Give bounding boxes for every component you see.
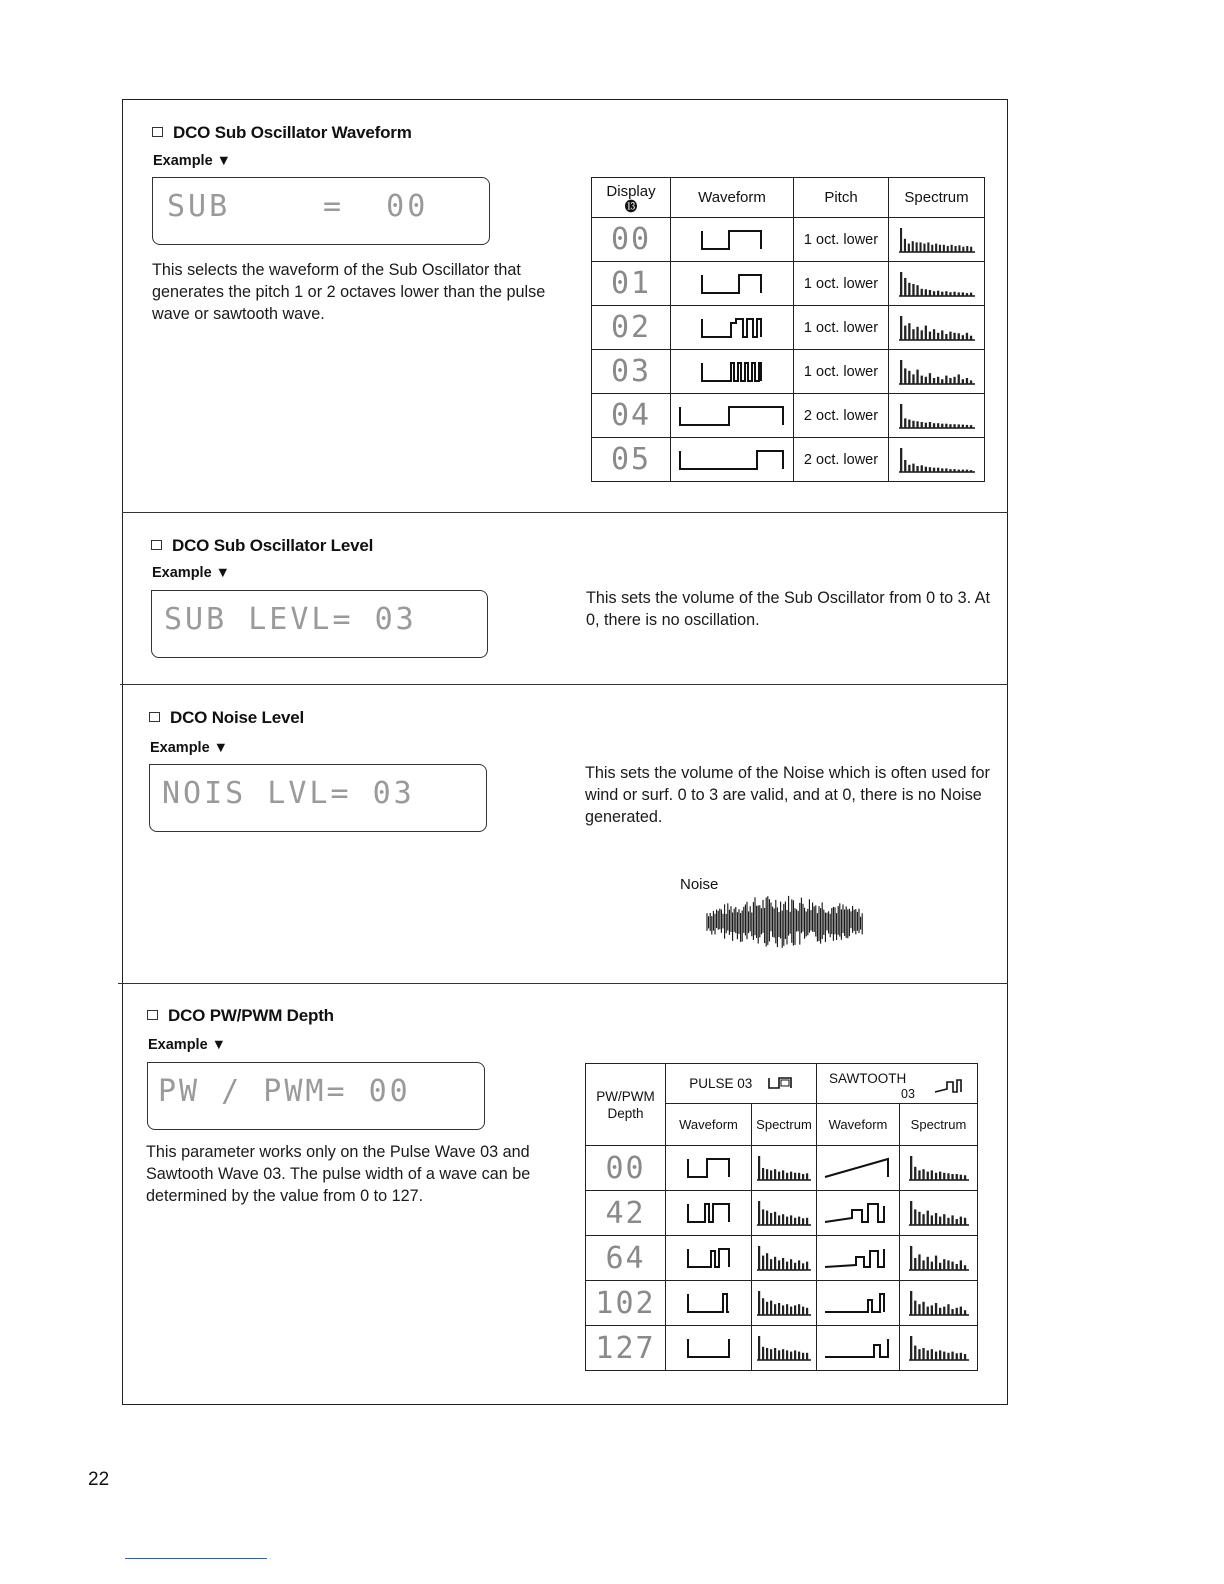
pitch-value: 2 oct. lower — [794, 438, 889, 482]
pitch-value: 1 oct. lower — [794, 218, 889, 262]
section-divider — [122, 512, 1008, 513]
example-label: Example ▼ — [153, 153, 232, 169]
lcd-text-right: = 00 — [323, 189, 429, 224]
spectrum-icon — [755, 1333, 813, 1363]
lcd-display — [151, 590, 488, 658]
sub-waveform-description: This selects the waveform of the Sub Oscillator that generates the pitch 1 or 2 octaves lower than the pulse wave or sawtooth wave. — [152, 261, 546, 323]
col-header-pulse-waveform: Waveform — [666, 1104, 752, 1146]
pulse-spectrum-cell — [752, 1326, 817, 1371]
pulse-waveform-cell — [666, 1146, 752, 1191]
heading-text: DCO PW/PWM Depth — [168, 1006, 334, 1025]
col-header-spectrum: Spectrum — [889, 178, 985, 218]
checkbox-icon — [147, 1010, 158, 1020]
double-pulse-wave-icon — [699, 315, 765, 341]
waveform-cell — [671, 306, 794, 350]
table-row — [592, 350, 985, 394]
pulse-waveform-cell — [666, 1281, 752, 1326]
display-value: 03 — [592, 350, 671, 394]
waveform-cell — [671, 350, 794, 394]
display-value: 02 — [592, 306, 671, 350]
table-row — [586, 1281, 978, 1326]
display-value: 04 — [592, 394, 671, 438]
spectrum-icon — [907, 1333, 971, 1363]
spectrum-icon — [755, 1153, 813, 1183]
heading-text: DCO Sub Oscillator Waveform — [173, 123, 412, 142]
pitch-value: 1 oct. lower — [794, 306, 889, 350]
pulse-03-icon — [767, 1075, 793, 1091]
lcd-display — [149, 764, 487, 832]
spectrum-icon — [907, 1288, 971, 1318]
lcd-text-left: SUB — [167, 189, 231, 224]
square-wave-2oct-icon — [677, 403, 787, 429]
spectrum-icon — [755, 1288, 813, 1318]
waveform-cell — [671, 262, 794, 306]
col-header-saw-waveform: Waveform — [817, 1104, 900, 1146]
depth-value: 102 — [586, 1281, 666, 1326]
waveform-cell — [671, 438, 794, 482]
pulse-wave-icon — [699, 271, 765, 297]
col-header-pulse — [666, 1064, 817, 1104]
spectrum-cell — [889, 438, 985, 482]
pitch-value: 2 oct. lower — [794, 394, 889, 438]
sawtooth-wave-icon — [822, 1245, 894, 1271]
checkbox-icon — [151, 540, 162, 550]
table-row — [592, 394, 985, 438]
spectrum-icon — [897, 357, 977, 387]
pulse-wave-icon — [685, 1290, 733, 1316]
table-row — [592, 218, 985, 262]
pulse-spectrum-cell — [752, 1281, 817, 1326]
saw-spectrum-cell — [900, 1191, 978, 1236]
spectrum-cell — [889, 306, 985, 350]
pulse-spectrum-cell — [752, 1191, 817, 1236]
spectrum-icon — [897, 225, 977, 255]
heading-pw-depth — [147, 1006, 334, 1026]
sub-waveform-table — [591, 177, 985, 482]
saw-waveform-cell — [817, 1146, 900, 1191]
sawtooth-wave-icon — [822, 1200, 894, 1226]
display-value: 05 — [592, 438, 671, 482]
heading-sub-waveform — [152, 123, 412, 143]
pulse-wave-icon — [685, 1155, 733, 1181]
heading-text: DCO Noise Level — [170, 708, 304, 727]
pulse-waveform-cell — [666, 1236, 752, 1281]
spectrum-icon — [755, 1243, 813, 1273]
pw-depth-description: This parameter works only on the Pulse Wave 03 and Sawtooth Wave 03. The pulse width of a wave can be determined by the value from 0 to 127. — [146, 1143, 531, 1205]
display-value: 01 — [592, 262, 671, 306]
pulse-wave-icon — [685, 1335, 733, 1361]
saw-waveform-cell — [817, 1236, 900, 1281]
depth-value: 00 — [586, 1146, 666, 1191]
table-row — [592, 438, 985, 482]
page-number: 22 — [88, 1469, 110, 1490]
checkbox-icon — [152, 127, 163, 137]
footer-line — [125, 1558, 267, 1559]
spectrum-icon — [755, 1198, 813, 1228]
sawtooth-wave-icon — [822, 1335, 894, 1361]
waveform-cell — [671, 218, 794, 262]
sawtooth-sub-text: 03 — [901, 1086, 915, 1101]
spectrum-icon — [907, 1243, 971, 1273]
spectrum-icon — [907, 1198, 971, 1228]
pw-depth-table — [585, 1063, 978, 1371]
display-header-text: Display — [606, 182, 656, 200]
sawtooth-header-text: SAWTOOTH — [829, 1070, 907, 1086]
checkbox-icon — [149, 712, 160, 722]
pulse-wave-2oct-icon — [677, 447, 787, 473]
noise-waveform-icon — [705, 890, 865, 954]
col-header-pitch: Pitch — [794, 178, 889, 218]
saw-waveform-cell — [817, 1326, 900, 1371]
pitch-value: 1 oct. lower — [794, 350, 889, 394]
lcd-display — [152, 177, 490, 245]
waveform-cell — [671, 394, 794, 438]
table-row — [586, 1326, 978, 1371]
noise-figure-label: Noise — [680, 876, 719, 893]
sub-level-description: This sets the volume of the Sub Oscillator from 0 to 3. At 0, there is no oscillation. — [586, 589, 990, 629]
depth-value: 127 — [586, 1326, 666, 1371]
table-row — [592, 262, 985, 306]
spectrum-icon — [897, 445, 977, 475]
saw-waveform-cell — [817, 1191, 900, 1236]
pulse-spectrum-cell — [752, 1146, 817, 1191]
saw-waveform-cell — [817, 1281, 900, 1326]
noise-level-description: This sets the volume of the Noise which is often used for wind or surf. 0 to 3 are valid, and at 0, there is no Noise generated. — [585, 764, 990, 826]
square-wave-icon — [699, 227, 765, 253]
table-row — [586, 1236, 978, 1281]
lcd-display — [147, 1062, 485, 1130]
heading-noise-level — [149, 708, 304, 728]
depth-value: 42 — [586, 1191, 666, 1236]
sawtooth-wave-icon — [822, 1290, 894, 1316]
example-label: Example ▼ — [148, 1037, 227, 1053]
spectrum-icon — [897, 313, 977, 343]
saw-spectrum-cell — [900, 1326, 978, 1371]
depth-value: 64 — [586, 1236, 666, 1281]
heading-text: DCO Sub Oscillator Level — [172, 536, 374, 555]
table-row — [586, 1146, 978, 1191]
spectrum-icon — [907, 1153, 971, 1183]
col-header-saw-spectrum: Spectrum — [900, 1104, 978, 1146]
depth-header-text: PW/PWM Depth — [596, 1088, 655, 1121]
section-divider — [120, 684, 1008, 685]
pulse-waveform-cell — [666, 1326, 752, 1371]
saw-spectrum-cell — [900, 1281, 978, 1326]
pulse-wave-icon — [685, 1200, 733, 1226]
section-divider — [118, 983, 1008, 984]
pulse-header-text: PULSE 03 — [689, 1075, 753, 1091]
example-label: Example ▼ — [150, 740, 229, 756]
saw-spectrum-cell — [900, 1146, 978, 1191]
example-label: Example ▼ — [152, 565, 231, 581]
sawtooth-03-icon — [933, 1077, 963, 1095]
display-value: 00 — [592, 218, 671, 262]
heading-sub-level — [151, 536, 373, 556]
sawtooth-wave-icon — [822, 1155, 894, 1181]
lcd-text: NOIS LVL= 03 — [162, 776, 415, 811]
col-header-pulse-spectrum: Spectrum — [752, 1104, 817, 1146]
spectrum-cell — [889, 394, 985, 438]
spectrum-cell — [889, 262, 985, 306]
multi-pulse-wave-icon — [699, 359, 765, 385]
table-row — [592, 306, 985, 350]
col-header-display — [592, 178, 671, 218]
pulse-wave-icon — [685, 1245, 733, 1271]
lcd-text: PW / PWM= 00 — [158, 1074, 411, 1109]
col-header-sawtooth — [817, 1064, 978, 1104]
spectrum-icon — [897, 401, 977, 431]
pulse-waveform-cell — [666, 1191, 752, 1236]
lcd-text: SUB LEVL= 03 — [164, 602, 417, 637]
col-header-depth — [586, 1064, 666, 1146]
table-row — [586, 1191, 978, 1236]
spectrum-cell — [889, 218, 985, 262]
saw-spectrum-cell — [900, 1236, 978, 1281]
display-marker: ⓭ — [624, 198, 638, 214]
spectrum-cell — [889, 350, 985, 394]
pitch-value: 1 oct. lower — [794, 262, 889, 306]
pulse-spectrum-cell — [752, 1236, 817, 1281]
col-header-waveform: Waveform — [671, 178, 794, 218]
spectrum-icon — [897, 269, 977, 299]
